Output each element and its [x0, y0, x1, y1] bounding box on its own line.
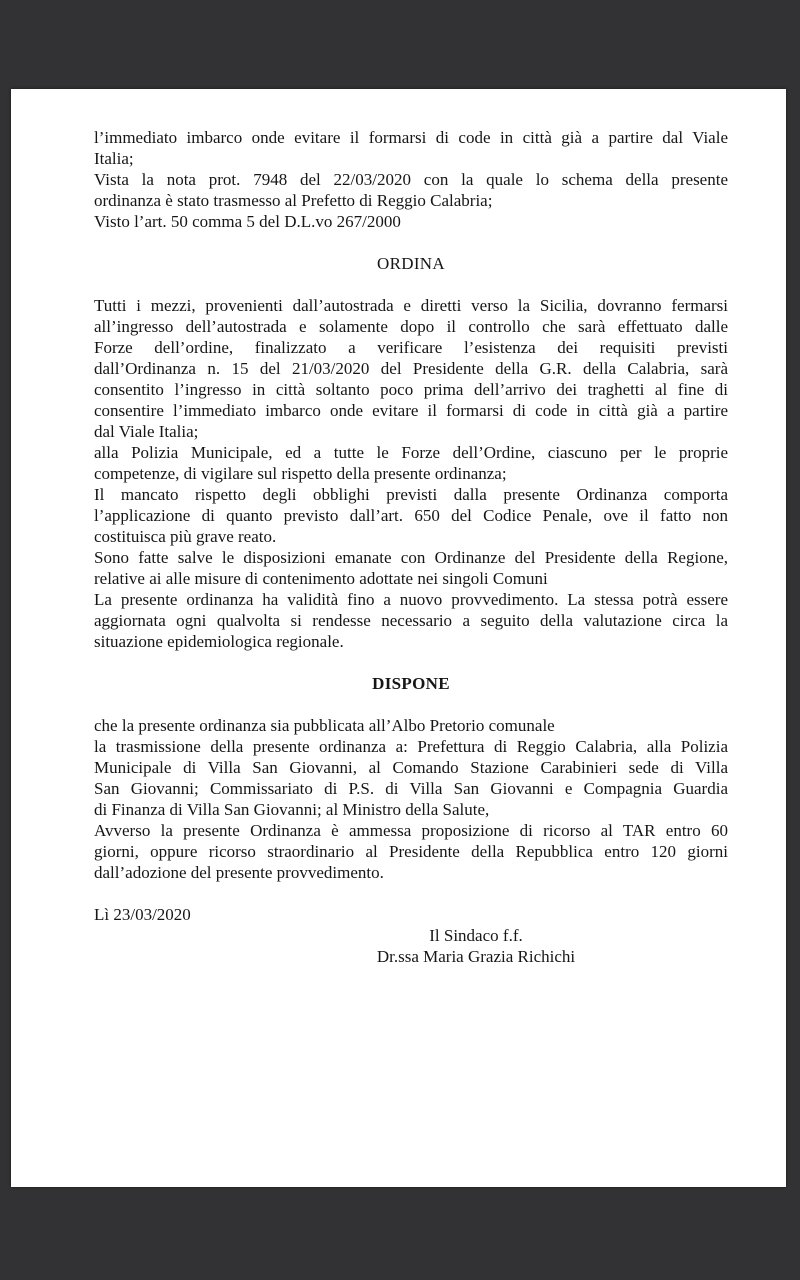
text-line: La presente ordinanza ha validità fino a nuovo provvedimento. La stessa potrà essere [94, 590, 728, 609]
text-line: situazione epidemiologica regionale. [94, 632, 344, 651]
text-line: alla Polizia Municipale, ed a tutte le Forze dell’Ordine, ciascuno per le proprie [94, 443, 728, 462]
text-line: dal Viale Italia; [94, 422, 199, 441]
text-line: giorni, oppure ricorso straordinario al Presidente della Repubblica entro 120 giorni [94, 842, 728, 861]
text-line: Forze dell’ordine, finalizzato a verificare l’esistenza dei requisiti previsti [94, 338, 728, 357]
document-page [11, 89, 786, 1187]
text-line: Il mancato rispetto degli obblighi previsti dalla presente Ordinanza comporta [94, 485, 728, 504]
text-line: Tutti i mezzi, provenienti dall’autostrada e diretti verso la Sicilia, dovranno fermarsi [94, 296, 728, 315]
text-line: dall’Ordinanza n. 15 del 21/03/2020 del Presidente della G.R. della Calabria, sarà [94, 359, 728, 378]
text-block [94, 127, 728, 232]
text-line: aggiornata ogni qualvolta si rendesse necessario a seguito della valutazione circa la [94, 611, 728, 630]
text-line: Municipale di Villa San Giovanni, al Comando Stazione Carabinieri sede di Villa [94, 758, 728, 777]
date-line: Lì 23/03/2020 [94, 905, 191, 924]
text-line: Avverso la presente Ordinanza è ammessa proposizione di ricorso al TAR entro 60 [94, 821, 728, 840]
text-block [94, 295, 728, 652]
text-line: la trasmissione della presente ordinanza a: Prefettura di Reggio Calabria, alla Polizia [94, 737, 728, 756]
text-line: relative ai alle misure di contenimento adottate nei singoli Comuni [94, 569, 548, 588]
text-line: San Giovanni; Commissariato di P.S. di Villa San Giovanni e Compagnia Guardia [94, 779, 728, 798]
text-line: l’applicazione di quanto previsto dall’art. 650 del Codice Penale, ove il fatto non [94, 506, 728, 525]
text-line: l’immediato imbarco onde evitare il formarsi di code in città già a partire dal Viale [94, 128, 728, 147]
text-line: Visto l’art. 50 comma 5 del D.L.vo 267/2000 [94, 212, 401, 231]
text-line: che la presente ordinanza sia pubblicata all’Albo Pretorio comunale [94, 716, 555, 735]
text-line: Italia; [94, 149, 134, 168]
signature-role: Il Sindaco f.f. [429, 926, 523, 945]
text-line: all’ingresso dell’autostrada e solamente dopo il controllo che sarà effettuato dalle [94, 317, 728, 336]
text-line: competenze, di vigilare sul rispetto della presente ordinanza; [94, 464, 507, 483]
text-block [94, 715, 728, 883]
text-line: ordinanza è stato trasmesso al Prefetto di Reggio Calabria; [94, 191, 493, 210]
text-line: consentito l’ingresso in città soltanto poco prima dell’arrivo dei traghetti al fine di [94, 380, 728, 399]
text-line: di Finanza di Villa San Giovanni; al Ministro della Salute, [94, 800, 490, 819]
text-line: costituisca più grave reato. [94, 527, 277, 546]
text-line: consentire l’immediato imbarco onde evitare il formarsi di code in città già a partire [94, 401, 728, 420]
signature-block [326, 925, 626, 967]
heading-dispone: DISPONE [372, 674, 450, 693]
signature-name: Dr.ssa Maria Grazia Richichi [376, 947, 576, 966]
heading-ordina: ORDINA [377, 254, 445, 273]
text-line: Sono fatte salve le disposizioni emanate con Ordinanze del Presidente della Regione, [94, 548, 728, 567]
text-line: dall’adozione del presente provvedimento. [94, 863, 384, 882]
document-content [94, 127, 728, 967]
text-line: Vista la nota prot. 7948 del 22/03/2020 con la quale lo schema della presente [94, 170, 728, 189]
